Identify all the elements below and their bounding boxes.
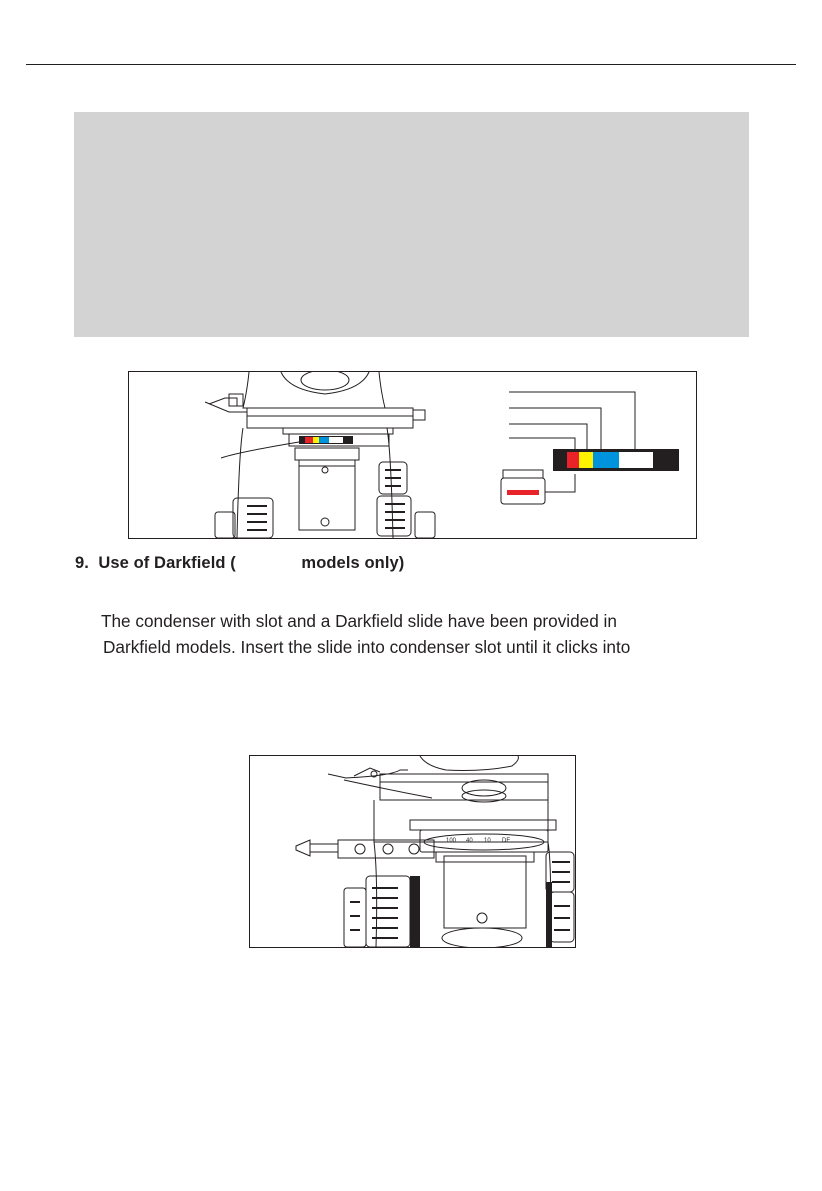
condenser-number-1: 100 xyxy=(446,838,457,844)
color-filter-slider xyxy=(553,449,679,471)
darkfield-slide-illustration xyxy=(250,756,575,947)
section-number: 9. xyxy=(75,554,89,572)
filter-holder-cap xyxy=(501,470,545,504)
darkfield-slide-figure xyxy=(249,755,576,948)
condenser-number-2: 40 xyxy=(466,838,473,844)
darkfield-instructions xyxy=(101,608,781,660)
section-heading xyxy=(75,554,404,573)
instruction-line-2: Darkfield models. Insert the slide into condenser slot until it clicks into xyxy=(103,637,631,657)
section-title: Use of Darkfield ( models only) xyxy=(98,554,405,572)
filter-slider-figure xyxy=(128,371,697,539)
header-rule xyxy=(26,64,796,65)
condenser-number-3: 10 xyxy=(484,838,491,844)
instruction-line-1: The condenser with slot and a Darkfield slide have been provided in xyxy=(101,611,617,631)
filter-slider-illustration xyxy=(129,372,696,538)
note-panel xyxy=(74,112,749,337)
condenser-number-4: DF xyxy=(502,838,510,844)
small-filter-slider xyxy=(299,436,353,444)
